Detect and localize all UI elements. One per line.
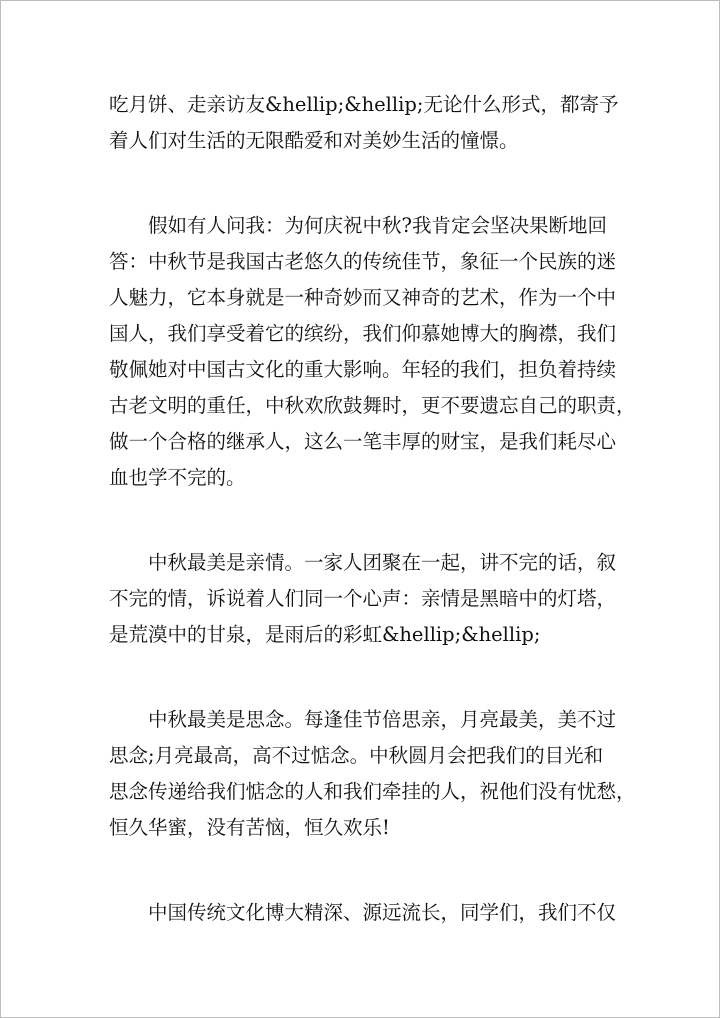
text-line: 敬佩她对中国古文化的重大影响。年轻的我们，担负着持续 <box>109 358 617 381</box>
text-line: 人魅力，它本身就是一种奇妙而又神奇的艺术，作为一个中 <box>109 286 617 309</box>
paragraph-1 <box>109 87 619 159</box>
text-line: 做一个合格的继承人，这么一笔丰厚的财宝，是我们耗尽心 <box>109 430 617 453</box>
text-line: 是荒漠中的甘泉，是雨后的彩虹&hellip;&hellip; <box>109 623 541 646</box>
text-line: 国人，我们享受着它的缤纷，我们仰慕她博大的胸襟，我们 <box>109 322 617 345</box>
document-body <box>109 87 636 931</box>
paragraph-5 <box>109 895 617 931</box>
paragraph-3 <box>109 545 617 653</box>
text-line: 思念传递给我们惦念的人和我们牵挂的人，祝他们没有忧愁， <box>109 780 636 803</box>
text-line: 中秋最美是思念。每逢佳节倍思亲，月亮最美，美不过 <box>109 708 617 731</box>
text-line: 吃月饼、走亲访友&hellip;&hellip;无论什么形式，都寄予 <box>109 93 619 116</box>
paragraph-gap <box>109 846 603 895</box>
paragraph-2 <box>109 208 636 496</box>
paragraph-gap <box>109 159 603 208</box>
paragraph-gap <box>109 653 603 702</box>
text-line: 中国传统文化博大精深、源远流长，同学们，我们不仅 <box>109 901 617 924</box>
paragraph-4 <box>109 702 636 846</box>
paragraph-gap <box>109 496 603 545</box>
text-line: 中秋最美是亲情。一家人团聚在一起，讲不完的话，叙 <box>109 551 617 574</box>
text-line: 恒久华蜜，没有苦恼，恒久欢乐! <box>109 816 390 839</box>
text-line: 答：中秋节是我国古老悠久的传统佳节，象征一个民族的迷 <box>109 250 617 273</box>
text-line: 不完的情，诉说着人们同一个心声：亲情是黑暗中的灯塔， <box>109 587 617 610</box>
text-line: 古老文明的重任，中秋欢欣鼓舞时，更不要遗忘自己的职责， <box>109 394 636 417</box>
text-line: 假如有人问我：为何庆祝中秋?我肯定会坚决果断地回 <box>109 214 607 237</box>
text-line: 着人们对生活的无限酷爱和对美妙生活的憧憬。 <box>109 129 519 152</box>
text-line: 血也学不完的。 <box>109 466 246 489</box>
text-line: 思念;月亮最高，高不过惦念。中秋圆月会把我们的目光和 <box>109 744 604 767</box>
